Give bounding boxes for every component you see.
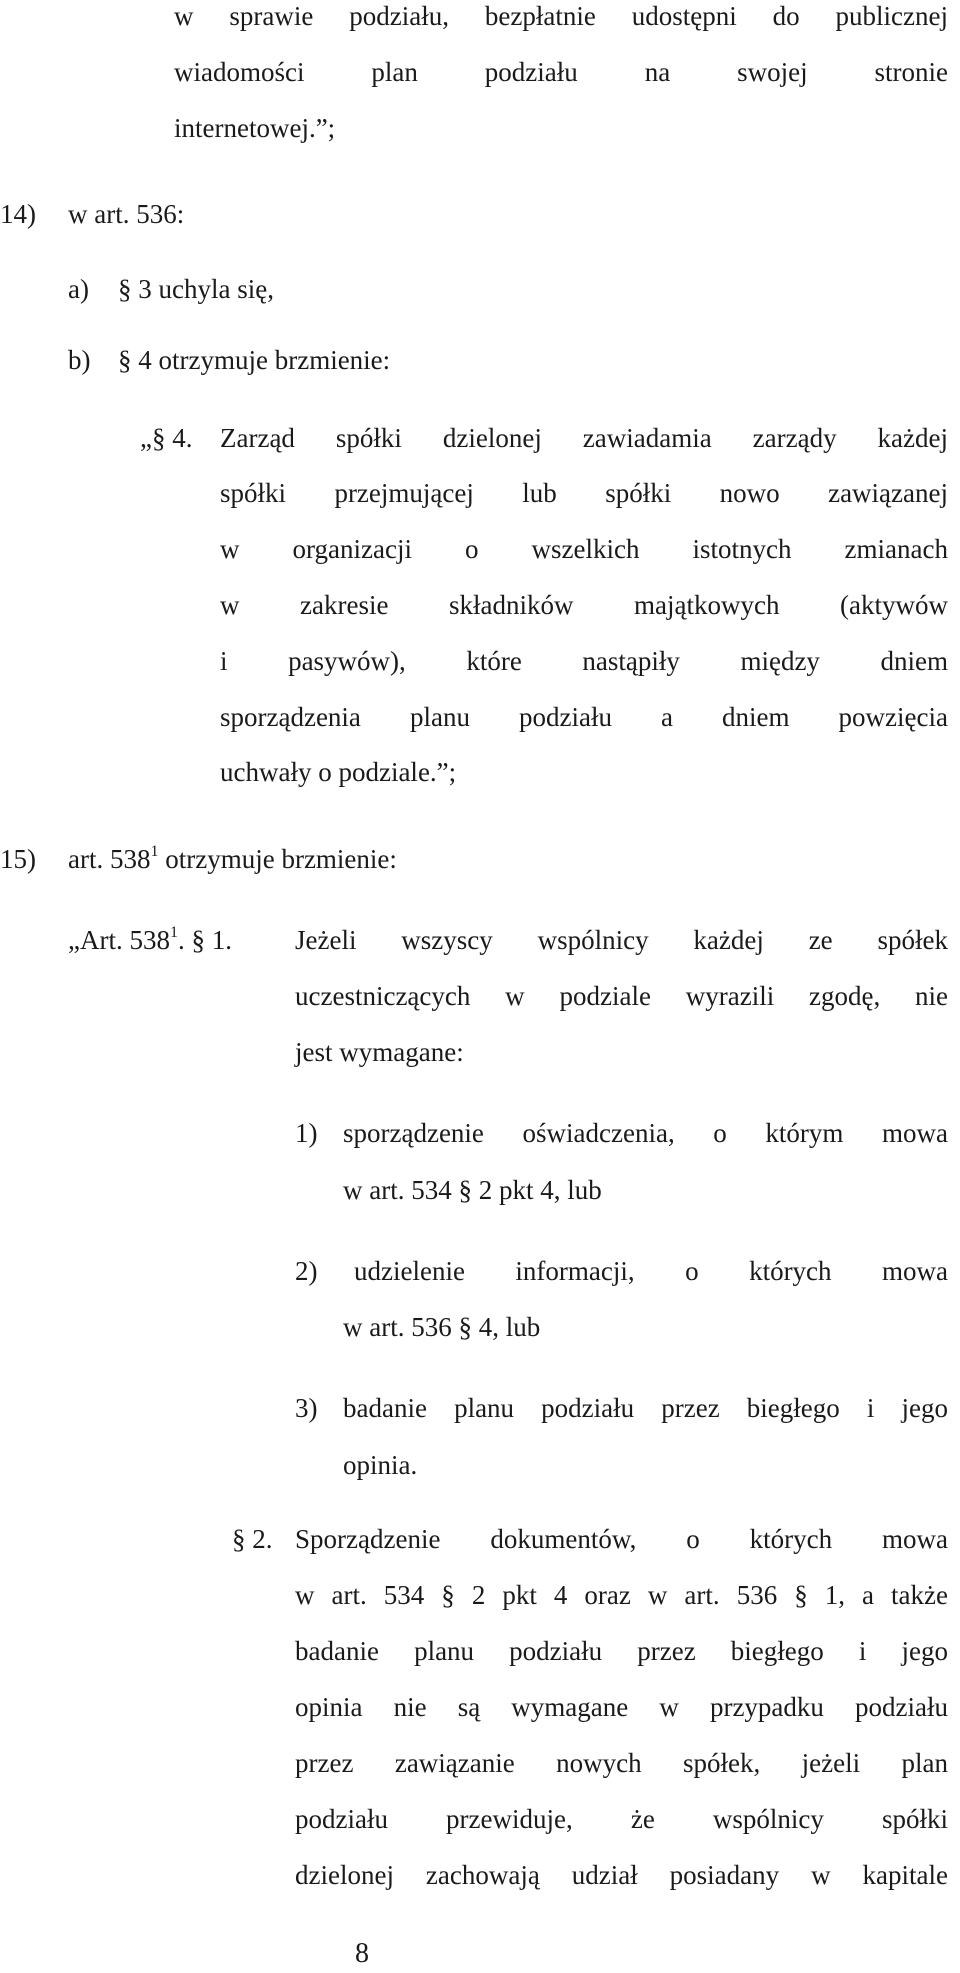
paragraph-line: przez zawiązanie nowych spółek, jeżeli plan bbox=[295, 1748, 948, 1778]
paragraph-line: i pasywów), które nastąpiły między dniem bbox=[220, 646, 948, 676]
intro-line: wiadomości plan podziału na swojej stronie bbox=[174, 57, 948, 87]
article-label: „Art. $538^1$. § 1. bbox=[68, 924, 232, 955]
subitem-text: § 4 otrzymuje brzmienie: bbox=[118, 345, 391, 375]
intro-line: w sprawie podziału, bezpłatnie udostępni do publicznej bbox=[174, 1, 948, 31]
point-label: 3) bbox=[295, 1393, 318, 1423]
subitem-label: b) bbox=[68, 345, 91, 375]
paragraph-line: podziału przewiduje, że wspólnicy spółki bbox=[295, 1804, 948, 1834]
paragraph-line: badanie planu podziału przez biegłego i jego bbox=[295, 1636, 948, 1666]
point-line: opinia. bbox=[343, 1450, 418, 1480]
item-number: 15) bbox=[0, 844, 36, 874]
paragraph-line: Zarząd spółki dzielonej zawiadamia zarządy każdej bbox=[220, 423, 948, 453]
point-line: w art. 536 § 4, lub bbox=[343, 1312, 541, 1342]
paragraph-line: opinia nie są wymagane w przypadku podziału bbox=[295, 1692, 948, 1722]
paragraph-line: Sporządzenie dokumentów, o których mowa bbox=[295, 1524, 948, 1554]
point-line: udzielenie informacji, o których mowa bbox=[354, 1256, 948, 1286]
paragraph-label: § 2. bbox=[232, 1524, 273, 1554]
article-line: jest wymagane: bbox=[295, 1037, 464, 1067]
paragraph-line: sporządzenia planu podziału a dniem powzięcia bbox=[220, 702, 948, 732]
point-line: sporządzenie oświadczenia, o którym mowa bbox=[343, 1118, 948, 1148]
paragraph-line: w zakresie składników majątkowych (aktywów bbox=[220, 590, 948, 620]
page-number: 8 bbox=[355, 1938, 369, 1969]
item-text: art. $538^1$ otrzymuje brzmienie: bbox=[68, 843, 397, 874]
intro-line: internetowej.”; bbox=[174, 113, 336, 143]
subitem-label: a) bbox=[68, 274, 89, 304]
point-line: w art. 534 § 2 pkt 4, lub bbox=[343, 1175, 602, 1205]
paragraph-line: uchwały o podziale.”; bbox=[220, 757, 457, 787]
point-line: badanie planu podziału przez biegłego i jego bbox=[343, 1393, 948, 1423]
item-number: 14) bbox=[0, 199, 36, 229]
point-label: 1) bbox=[295, 1118, 318, 1148]
article-line: uczestniczących w podziale wyrazili zgodę, nie bbox=[295, 981, 948, 1011]
paragraph-line: w art. 534 § 2 pkt 4 oraz w art. 536 § 1, a także bbox=[295, 1580, 948, 1610]
paragraph-label: „§ 4. bbox=[140, 423, 193, 453]
paragraph-line: dzielonej zachowają udział posiadany w kapitale bbox=[295, 1860, 948, 1890]
paragraph-line: spółki przejmującej lub spółki nowo zawiązanej bbox=[220, 478, 948, 508]
subitem-text: § 3 uchyla się, bbox=[118, 274, 274, 304]
point-label: 2) bbox=[295, 1256, 318, 1286]
item-text: w art. 536: bbox=[68, 199, 185, 229]
paragraph-line: w organizacji o wszelkich istotnych zmianach bbox=[220, 534, 948, 564]
article-line: Jeżeli wszyscy wspólnicy każdej ze spółek bbox=[295, 925, 948, 955]
